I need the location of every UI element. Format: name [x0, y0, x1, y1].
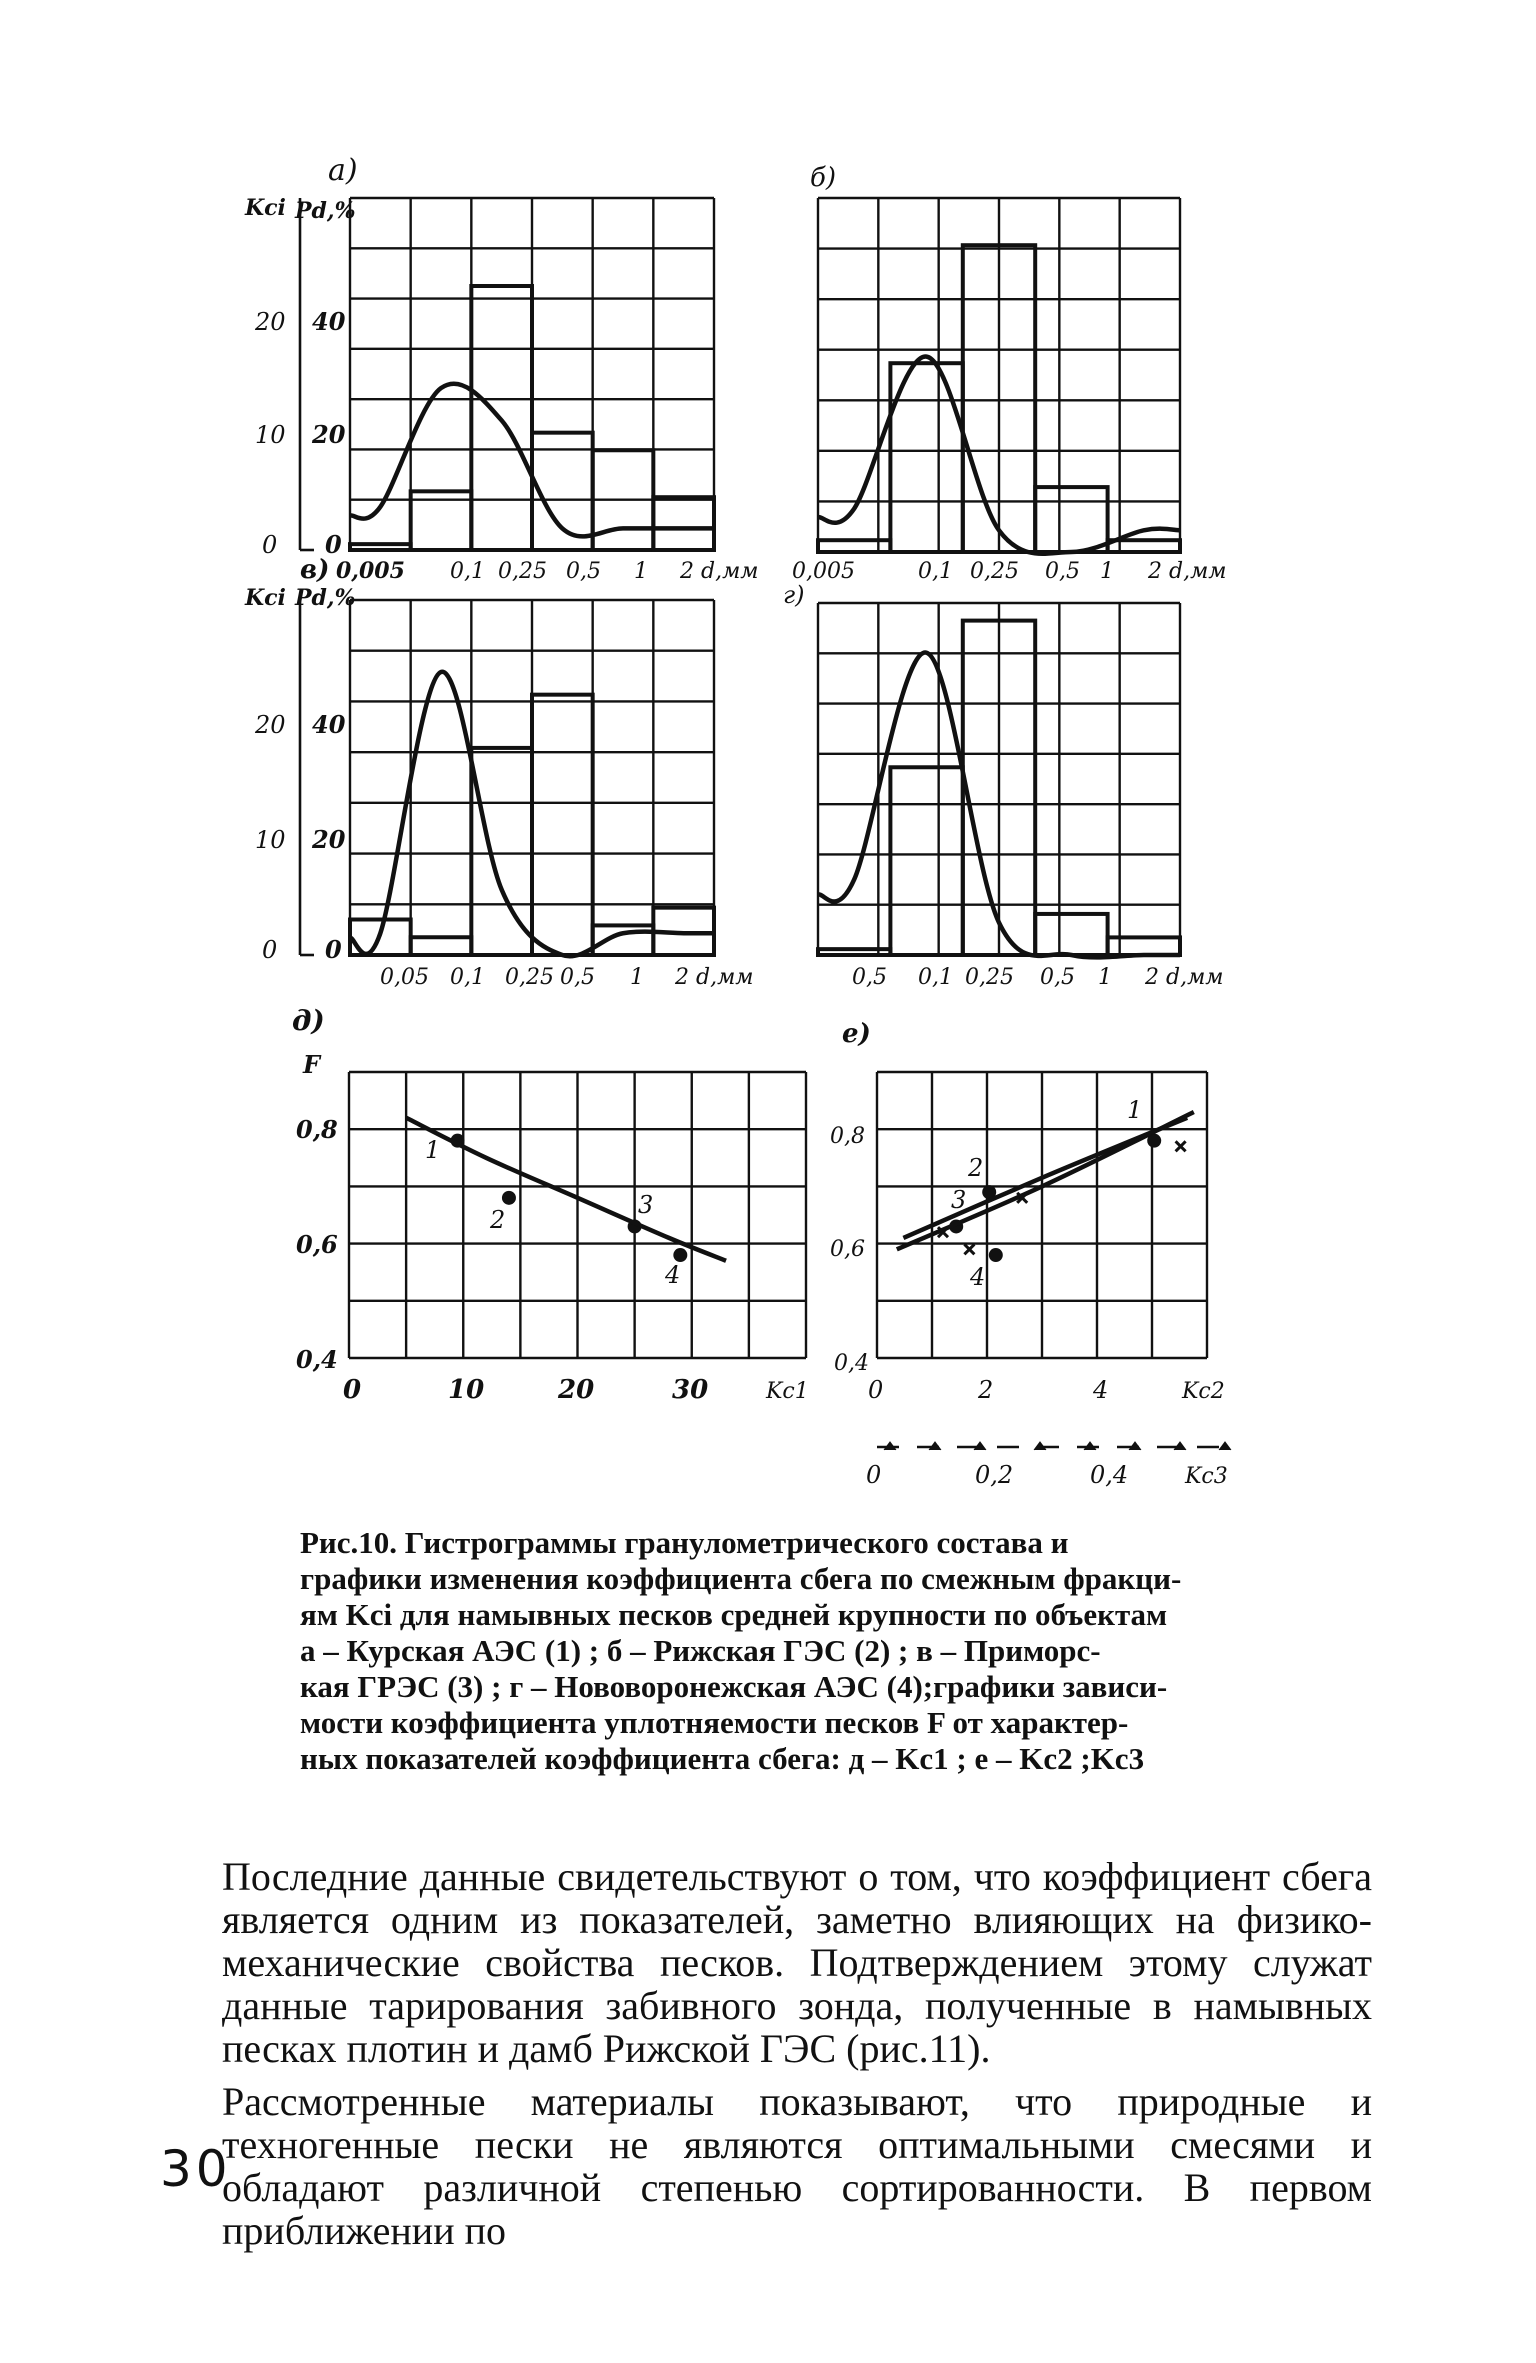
panel-e-y-tick: 0,4: [834, 1351, 869, 1376]
panel-b-x-tick: 1: [1100, 559, 1114, 584]
panel-e-x-tick: 4: [1093, 1376, 1109, 1404]
panel-e-point-label: 4: [970, 1263, 986, 1291]
cross-point: [1176, 1141, 1186, 1151]
fit-line: [903, 1118, 1187, 1238]
panel-e-y-tick: 0,6: [830, 1237, 865, 1262]
panel-e-point-label: 1: [1127, 1096, 1143, 1124]
panel-v-k-tick: 10: [255, 826, 286, 854]
panel-b-label: б): [810, 163, 837, 193]
panel-v-p-tick: 0: [325, 935, 342, 964]
panel-e-x2-tick: 0,4: [1090, 1461, 1129, 1489]
page-number: 30: [160, 2140, 232, 2198]
data-point: [502, 1191, 516, 1205]
panel-e-x2-tick: 0,2: [975, 1461, 1014, 1489]
panel-g-x-tick: 1: [1098, 965, 1112, 990]
panel-a-k-tick: 10: [255, 421, 286, 449]
kc3-tick: [1219, 1442, 1231, 1450]
panel-e-label: е): [842, 1019, 871, 1049]
histogram-v: [300, 600, 714, 956]
panel-d-y-tick: 0,6: [296, 1230, 338, 1259]
paragraph: Последние данные свидетельствуют о том, что коэффициент сбега является одним из показателей, заметно влияющих на физико-механические свойства песков. Подтверждением этому служат данные тарирования забивного зонда, полученные в намывных песках плотин и дамб Рижской ГЭС (рис.11).: [222, 1854, 1372, 2071]
panel-a-label: а): [328, 153, 358, 188]
histogram-bar: [532, 695, 593, 955]
paragraph: Рассмотренные материалы показывают, что природные и техногенные пески не являются оптимальными смесями и обладают различной степенью сортированности. В первом приближении по: [222, 2079, 1372, 2253]
caption-line: графики изменения коэффициента сбега по смежным фракци-: [300, 1561, 1182, 1596]
panel-e-x-tick: 0: [868, 1376, 884, 1404]
caption-line: а – Курская АЭС (1) ; б – Рижская ГЭС (2) ; в – Приморс-: [300, 1633, 1101, 1668]
panel-d-y-tick: 0,8: [296, 1115, 338, 1144]
data-point: [989, 1248, 1003, 1262]
panel-d-x-tick: 10: [448, 1375, 485, 1405]
histogram-b: [818, 198, 1180, 554]
panel-a-x-tick: 2 d,мм: [680, 559, 759, 584]
body-text: [222, 1855, 1372, 2262]
data-point: [673, 1248, 687, 1262]
histogram-bar: [411, 937, 472, 955]
panel-g-x-tick: 2 d,мм: [1145, 965, 1224, 990]
plot-d: [349, 1072, 806, 1358]
histogram-bar: [818, 949, 890, 955]
panel-v-p-tick: 20: [312, 825, 346, 854]
panel-v-x-tick: 0,25: [505, 965, 554, 990]
panel-b-x-tick: 2 d,мм: [1148, 559, 1227, 584]
panel-v-x-tick: 0,5: [560, 965, 595, 990]
panel-a-k-tick: 0: [262, 531, 278, 559]
panel-d-y-label: F: [303, 1050, 321, 1079]
panel-g-x-tick: 0,5: [1040, 965, 1075, 990]
panel-a-p-tick: 0: [325, 530, 342, 559]
panel-v-x-tick: 0,05: [380, 965, 429, 990]
panel-v-k-tick: 0: [262, 936, 278, 964]
panel-a-x-tick: 0,25: [498, 559, 547, 584]
panel-a-p-label: Pd,%: [295, 198, 356, 224]
panel-d-point-label: 3: [638, 1191, 654, 1219]
histogram-bar: [818, 540, 890, 552]
cross-point: [964, 1244, 974, 1254]
panel-v-p-tick: 40: [312, 710, 346, 739]
caption-line: мости коэффициента уплотняемости песков F от характер-: [300, 1705, 1129, 1740]
histogram-bar: [890, 767, 962, 955]
panel-v-x-tick: 1: [630, 965, 644, 990]
histogram-a: [300, 198, 714, 550]
panel-e-x-tick: 2: [978, 1376, 994, 1404]
panel-b-x-tick: 0,5: [1045, 559, 1080, 584]
panel-e-point-label: 2: [968, 1154, 984, 1182]
panel-g-x-tick: 0,25: [965, 965, 1014, 990]
caption-line: ных показателей коэффициента сбега: д – Kc1 ; е – Kc2 ;Kc3: [300, 1741, 1145, 1776]
panel-v-k-tick: 20: [255, 711, 286, 739]
panel-b-x-tick: 0,1: [918, 559, 953, 584]
histogram-bar: [1108, 540, 1180, 552]
histogram-g: [818, 603, 1180, 957]
panel-a-p-tick: 40: [312, 307, 346, 336]
figure-caption: [300, 1525, 1260, 1777]
panel-v-x-tick: 0,1: [450, 965, 485, 990]
panel-d-y-tick: 0,4: [296, 1345, 338, 1374]
panel-e-point-label: 3: [951, 1186, 967, 1214]
panel-e-y-tick: 0,8: [830, 1124, 865, 1149]
panel-a-x-tick: 0,1: [450, 559, 485, 584]
panel-b-x-tick: 0,25: [970, 559, 1019, 584]
panel-g-label: г): [783, 581, 805, 609]
panel-e-x-label: Kc2: [1182, 1379, 1225, 1404]
panel-d-label: д): [292, 1004, 325, 1037]
panel-a-k-tick: 20: [255, 308, 286, 336]
panel-d-point-label: 2: [490, 1206, 506, 1234]
panel-d-point-label: 1: [425, 1136, 441, 1164]
panel-a-x-tick: 1: [634, 559, 648, 584]
panel-b-x-tick: 0,005: [792, 559, 855, 584]
panel-a-k-label: Kci: [245, 195, 286, 221]
panel-d-x-tick: 20: [558, 1375, 595, 1405]
panel-d-x-tick: 0: [343, 1375, 362, 1405]
histogram-bar: [653, 497, 714, 550]
panel-d-x-tick: 30: [672, 1375, 709, 1405]
panel-v-x-tick: 2 d,мм: [675, 965, 754, 990]
caption-line: кая ГРЭС (3) ; г – Нововоронежская АЭС (4);графики зависи-: [300, 1669, 1168, 1704]
panel-g-x-tick: 0,5: [852, 965, 887, 990]
panel-a-x-tick: 0,005: [336, 558, 405, 584]
histogram-bar: [350, 544, 411, 550]
panel-v-p-label: Pd,%: [295, 585, 356, 611]
panel-d-point-label: 4: [665, 1261, 681, 1289]
panel-a-p-tick: 20: [312, 420, 346, 449]
panel-e-x2-tick: 0: [866, 1461, 882, 1489]
panel-a-x-tick: 0,5: [566, 559, 601, 584]
caption-line: ям Kci для намывных песков средней крупности по объектам: [300, 1597, 1168, 1632]
histogram-bar: [1035, 487, 1107, 552]
plot-e: [877, 1072, 1231, 1450]
panel-v-label: в): [300, 555, 330, 585]
panel-d-x-label: Kc1: [766, 1379, 809, 1404]
caption-line: Рис.10. Гистрограммы гранулометрического состава и: [300, 1525, 1069, 1560]
panel-v-k-label: Kci: [245, 585, 286, 611]
panel-g-x-tick: 0,1: [918, 965, 953, 990]
histogram-bar: [1108, 937, 1180, 955]
histogram-bar: [1035, 914, 1107, 955]
panel-e-x2-label: Kc3: [1185, 1464, 1228, 1489]
